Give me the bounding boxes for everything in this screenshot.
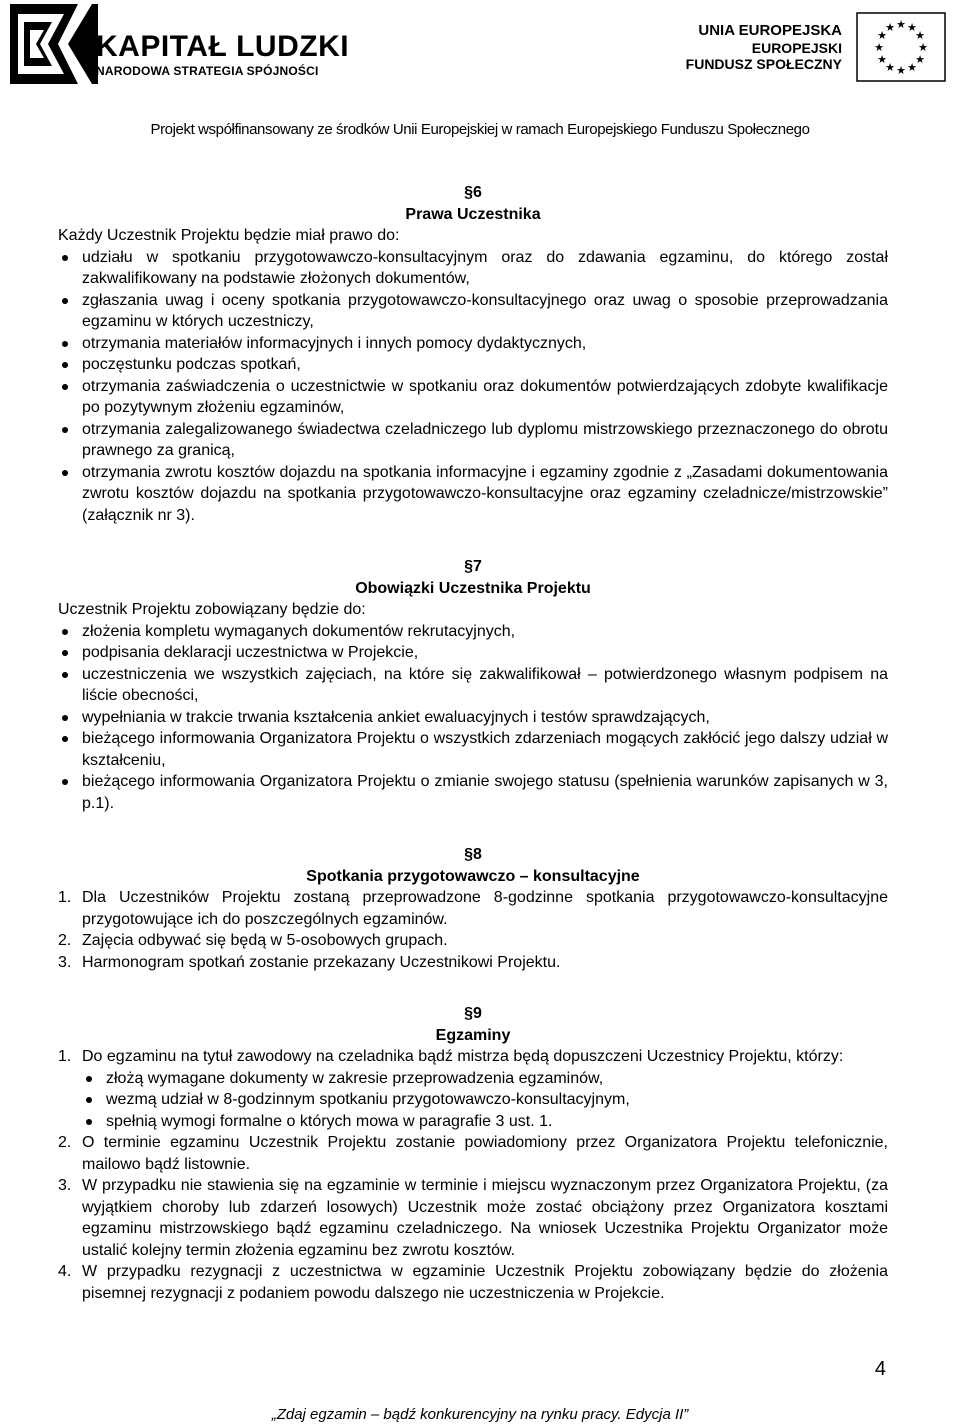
svg-text:★: ★: [896, 64, 906, 77]
list-item: bieżącego informowania Organizatora Projektu o zmianie swojego statusu (spełnienia warunków zapisanych w 3, p.1).: [58, 771, 888, 814]
svg-text:★: ★: [874, 41, 884, 54]
section-7-intro: Uczestnik Projektu zobowiązany będzie do:: [58, 601, 366, 618]
kapital-ludzki-subtitle: NARODOWA STRATEGIA SPÓJNOŚCI: [96, 64, 319, 78]
numbered-item: [58, 887, 888, 930]
section-9-sublist: [82, 1068, 888, 1133]
item-number: 1.: [58, 1048, 72, 1065]
list-item: otrzymania zaświadczenia o uczestnictwie w spotkaniu oraz dokumentów potwierdzających zdobyte kwalifikacje po pozytywnym złożeniu egzaminów,: [58, 376, 888, 419]
kapital-ludzki-title: KAPITAŁ LUDZKI: [96, 30, 350, 63]
numbered-item: [58, 952, 888, 974]
list-item: zgłaszania uwag i oceny spotkania przygotowawczo-konsultacyjnego oraz uwag o sposobie przeprowadzania egzaminu w których uczestniczy,: [58, 290, 888, 333]
list-item: spełnią wymogi formalne o których mowa w paragrafie 3 ust. 1.: [82, 1111, 888, 1133]
section-7-title: Obowiązki Uczestnika Projektu: [355, 579, 591, 597]
svg-text:★: ★: [915, 29, 925, 42]
item-number: 1.: [58, 889, 72, 906]
document-body: [58, 182, 888, 1304]
list-item: złożą wymagane dokumenty w zakresie przeprowadzenia egzaminów,: [82, 1068, 888, 1090]
item-text: W przypadku rezygnacji z uczestnictwa w egzaminie Uczestnik Projektu zobowiązany będzie do złożenia pisemnej rezygnacji z podaniem powodu dalszego nie uczestniczenia w Projekcie.: [82, 1263, 888, 1302]
numbered-item: [58, 1175, 888, 1261]
svg-text:★: ★: [918, 41, 928, 54]
svg-text:★: ★: [907, 61, 917, 74]
section-6-title: Prawa Uczestnika: [405, 205, 541, 223]
section-6-intro: Każdy Uczestnik Projektu będzie miał prawo do:: [58, 227, 400, 244]
section-8-number: § 8: [58, 844, 888, 866]
svg-text:★: ★: [885, 21, 895, 34]
list-item: złożenia kompletu wymaganych dokumentów rekrutacyjnych,: [58, 621, 888, 643]
item-number: 3.: [58, 953, 72, 971]
numbered-item: [58, 1132, 888, 1175]
list-item: bieżącego informowania Organizatora Projektu o wszystkich zdarzeniach mogących zakłócić jego dalszy udział w kształceniu,: [58, 728, 888, 771]
item-number: 2.: [58, 932, 72, 949]
list-item: otrzymania materiałów informacyjnych i innych pomocy dydaktycznych,: [58, 333, 888, 355]
list-item: wypełniania w trakcie trwania kształcenia ankiet ewaluacyjnych i testów sprawdzających,: [58, 707, 888, 729]
item-number: 3.: [58, 1177, 72, 1194]
item-text: O terminie egzaminu Uczestnik Projektu zostanie powiadomiony przez Organizatora Projektu telefonicznie, mailowo bądź listownie.: [82, 1134, 888, 1173]
svg-text:★: ★: [907, 21, 917, 34]
svg-text:★: ★: [915, 53, 925, 66]
list-item: uczestniczenia we wszystkich zajęciach, na które się zakwalifikował – potwierdzonego własnym podpisem na liście obecności,: [58, 664, 888, 707]
section-7-list: [58, 621, 888, 815]
list-item: wezmą udział w 8-godzinnym spotkaniu przygotowawczo-konsultacyjnym,: [82, 1089, 888, 1111]
svg-text:★: ★: [896, 18, 906, 31]
list-item: otrzymania zalegalizowanego świadectwa czeladniczego lub dyplomu mistrzowskiego przeznaczonego do obrotu prawnego za granicą,: [58, 419, 888, 462]
list-item: udziału w spotkaniu przygotowawczo-konsultacyjnym oraz do zdawania egzaminu, do którego został zakwalifikowany na podstawie złożonych dokumentów,: [58, 247, 888, 290]
item-text: Do egzaminu na tytuł zawodowy na czeladnika bądź mistrza będą dopuszczeni Uczestnicy Projektu, którzy:: [82, 1048, 844, 1065]
eu-logo-line1: UNIA EUROPEJSKA: [698, 22, 842, 39]
section-6-number: § 6: [58, 182, 888, 204]
svg-text:★: ★: [877, 53, 887, 66]
item-text: Zajęcia odbywać się będą w 5-osobowych grupach.: [82, 932, 448, 949]
eu-flag-icon: [856, 12, 946, 82]
kapital-ludzki-emblem-icon: [8, 2, 98, 86]
section-8-title: Spotkania przygotowawczo – konsultacyjne: [306, 867, 640, 885]
section-9-number: § 9: [58, 1003, 888, 1025]
eu-logo-line2: EUROPEJSKI: [751, 40, 842, 56]
page-number: 4: [874, 1358, 886, 1380]
eu-logo-line3: FUNDUSZ SPOŁECZNY: [685, 56, 842, 72]
item-text: W przypadku nie stawienia się na egzaminie w terminie i miejscu wyznaczonym przez Organizatora Projektu, (za wyjątkiem choroby lub zdarzeń losowych) Uczestnik może zostać obciążony przez Organizatora kosztami egzaminu mistrzowskiego bądź egzaminu czeladniczego. Na wniosek Uczestnika Projektu Organizator może ustalić kolejny termin złożenia egzaminu bez zwrotu kosztów.: [82, 1177, 888, 1259]
numbered-item: [58, 1261, 888, 1304]
project-cofinancing-line: Projekt współfinansowany ze środków Unii Europejskiej w ramach Europejskiego Funduszu Społecznego: [150, 121, 810, 138]
section-8-list: [58, 887, 888, 973]
list-item: podpisania deklaracji uczestnictwa w Projekcie,: [58, 642, 888, 664]
item-text: Dla Uczestników Projektu zostaną przeprowadzone 8-godzinne spotkania przygotowawczo-konsultacyjne przygotowujące ich do poszczególnych egzaminów.: [82, 889, 888, 928]
item-number: 4.: [58, 1263, 72, 1280]
section-6-list: [58, 247, 888, 527]
list-item: otrzymania zwrotu kosztów dojazdu na spotkania informacyjne i egzaminy zgodnie z „Zasadami dokumentowania zwrotu kosztów dojazdu na spotkania przygotowawczo-konsultacyjne oraz egzaminy czeladnicze/mistrzowskie” (załącznik nr 3).: [58, 462, 888, 527]
footer-project-title: „Zdaj egzamin – bądź konkurencyjny na rynku pracy. Edycja II”: [271, 1406, 689, 1423]
section-9-title: Egzaminy: [435, 1026, 511, 1044]
section-9-list: [58, 1046, 888, 1304]
svg-text:★: ★: [877, 29, 887, 42]
numbered-item: [58, 1046, 888, 1132]
numbered-item: [58, 930, 888, 952]
section-7-number: § 7: [58, 556, 888, 578]
item-text: Harmonogram spotkań zostanie przekazany Uczestnikowi Projektu.: [82, 953, 561, 971]
item-number: 2.: [58, 1134, 72, 1151]
svg-text:★: ★: [885, 61, 895, 74]
list-item: poczęstunku podczas spotkań,: [58, 354, 888, 376]
